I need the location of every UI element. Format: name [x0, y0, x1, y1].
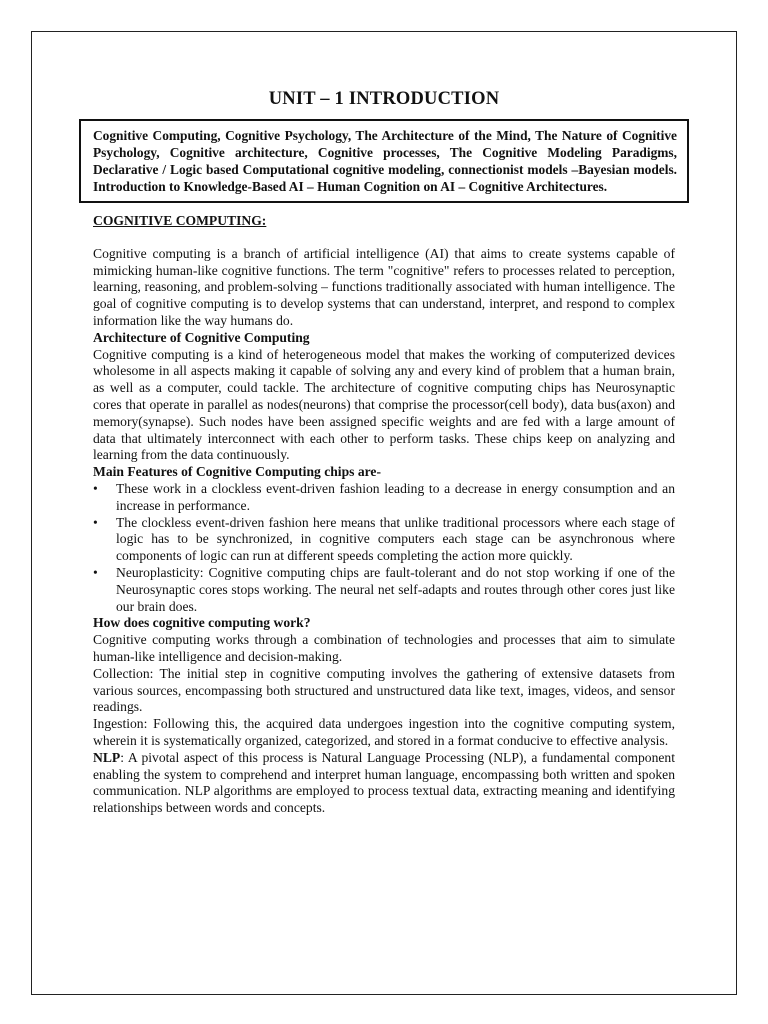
unit-title: UNIT – 1 INTRODUCTION	[268, 89, 500, 109]
architecture-heading: Architecture of Cognitive Computing	[93, 329, 310, 345]
architecture-paragraph: Cognitive computing is a kind of heterogeneous model that makes the working of computerized devices wholesome in all aspects making it capable of solving any and every kind of problem that a human brain, as well as a computer, could tackle. The architecture of cognitive computing chips has Neurosynaptic cores that operate in parallel as nodes(neurons) that comprise the processor(cell body), data bus(axon) and memory(synapse). Such nodes have been assigned specific weights and are fed with a large amount of data that ultimately interconnect with each other to perform tasks. These chips keep on analyzing and learning from the data continuously.	[93, 346, 675, 463]
list-item	[93, 565, 675, 615]
how-it-works-heading: How does cognitive computing work?	[93, 615, 311, 631]
bullet-icon: •	[93, 514, 98, 530]
syllabus-summary-box: Cognitive Computing, Cognitive Psychology, The Architecture of the Mind, The Nature of Cognitive Psychology, Cognitive architecture, Cognitive processes, The Cognitive Modeling Paradigms, Declarative / Logic based Computational cognitive modeling, connectionist models –Bayesian models. Introduction to Knowledge-Based AI – Human Cognition on AI – Cognitive Architectures.	[79, 119, 689, 203]
list-item	[93, 481, 675, 515]
bullet-icon: •	[93, 564, 98, 580]
ingestion-paragraph: Ingestion: Following this, the acquired data undergoes ingestion into the cognitive computing system, wherein it is systematically organized, categorized, and stored in a format conducive to effective analysis.	[93, 716, 675, 748]
section-heading-cognitive-computing: COGNITIVE COMPUTING:	[93, 213, 267, 228]
list-item-text: The clockless event-driven fashion here means that unlike traditional processors where each stage of logic has to be synchronized, in cognitive computers each stage can be asynchronous where components of logic can run at different speeds completing the action more quickly.	[116, 514, 675, 564]
nlp-paragraph	[93, 750, 675, 817]
features-heading: Main Features of Cognitive Computing chips are-	[93, 464, 381, 480]
features-list	[93, 481, 675, 615]
collection-paragraph: Collection: The initial step in cognitive computing involves the gathering of extensive datasets from various sources, encompassing both structured and unstructured data like text, images, videos, and sensor readings.	[93, 665, 675, 715]
list-item-text: Neuroplasticity: Cognitive computing chips are fault-tolerant and do not stop working if one of the Neurosynaptic cores stops working. The neural net self-adapts and routes through other cores just like our brain does.	[116, 564, 675, 614]
nlp-label: NLP	[93, 749, 121, 765]
document-content	[93, 88, 675, 817]
bullet-icon: •	[93, 480, 98, 496]
list-item	[93, 515, 675, 565]
how-it-works-intro: Cognitive computing works through a combination of technologies and processes that aim to simulate human-like intelligence and decision-making.	[93, 632, 675, 664]
list-item-text: These work in a clockless event-driven fashion leading to a decrease in energy consumption and an increase in performance.	[116, 480, 675, 513]
nlp-text: : A pivotal aspect of this process is Natural Language Processing (NLP), a fundamental component enabling the system to comprehend and interpret human language, encompassing both written and spoken communication. NLP algorithms are employed to process textual data, extracting meaning and identifying relationships between words and concepts.	[93, 749, 675, 816]
intro-paragraph: Cognitive computing is a branch of artificial intelligence (AI) that aims to create systems capable of mimicking human-like cognitive functions. The term "cognitive" refers to processes related to perception, learning, reasoning, and problem-solving – functions traditionally associated with human intelligence. The goal of cognitive computing is to develop systems that can understand, interpret, and respond to complex information like the way humans do.	[93, 245, 675, 328]
